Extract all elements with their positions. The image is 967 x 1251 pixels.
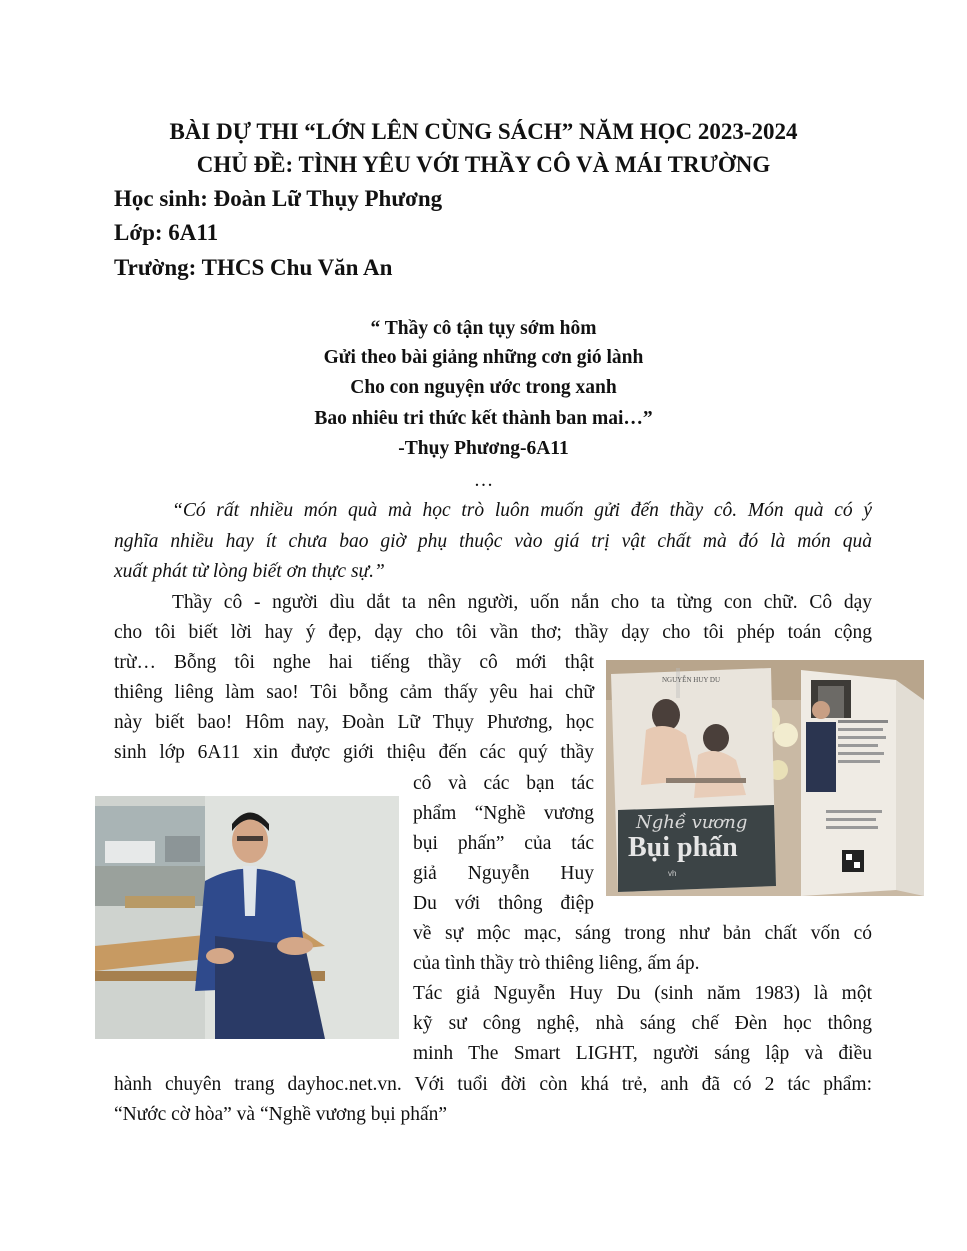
student-name: Học sinh: Đoàn Lữ Thụy Phương [114, 186, 443, 211]
book-title-script: Nghề vương [636, 812, 748, 833]
body-line: này biết bao! Hôm nay, Đoàn Lữ Thụy Phương, học [114, 712, 594, 733]
body-line: giả Nguyễn Huy [413, 863, 594, 884]
poem-ellipsis: … [473, 470, 494, 491]
poem-signature: -Thụy Phương-6A11 [398, 438, 569, 459]
book-photo-illustration [606, 660, 924, 896]
author-photo [95, 796, 399, 1039]
body-line: hành chuyên trang dayhoc.net.vn. Với tuổi đời còn khá trẻ, anh đã có 2 tác phẩm: [114, 1074, 872, 1095]
body-line: trừ… Bỗng tôi nghe hai tiếng thầy cô mới thật [114, 652, 594, 673]
poem-line: Cho con nguyện ước trong xanh [350, 377, 617, 398]
quote-line: nghĩa nhiều hay ít chưa bao giờ phụ thuộc vào giá trị vật chất mà đó là món quà [114, 531, 872, 552]
poem-line: “ Thầy cô tận tụy sớm hôm [370, 318, 597, 339]
body-line: kỹ sư công nghệ, nhà sáng chế Đèn học thông [413, 1013, 872, 1034]
body-line: cho tôi biết lời hay ý đẹp, dạy cho tôi vần thơ; thầy dạy cho tôi phép toán cộng [114, 622, 872, 643]
quote-line: “Có rất nhiều món quà mà học trò luôn muốn gửi đến thầy cô. Món quà có ý [172, 500, 872, 521]
body-line: thiêng liêng làm sao! Tôi bỗng cảm thấy yêu hai chữ [114, 682, 594, 703]
student-school: Trường: THCS Chu Văn An [114, 255, 393, 280]
document-title: BÀI DỰ THI “LỚN LÊN CÙNG SÁCH” NĂM HỌC 2023-2024 [169, 119, 798, 144]
body-line: cô và các bạn tác [413, 773, 594, 794]
book-author-label: NGUYỄN HUY DU [661, 676, 721, 684]
book-publisher: vh [668, 869, 677, 878]
document-theme: CHỦ ĐỀ: TÌNH YÊU VỚI THẦY CÔ VÀ MÁI TRƯỜNG [196, 152, 771, 177]
body-line: của tình thầy trò thiêng liêng, ấm áp. [413, 953, 700, 974]
body-line: sinh lớp 6A11 xin được giới thiệu đến các quý thầy [114, 742, 594, 763]
body-line: “Nước cờ hòa” và “Nghề vương bụi phấn” [114, 1104, 448, 1125]
book-title-bold: Bụi phấn [628, 832, 738, 863]
body-line: Tác giả Nguyễn Huy Du (sinh năm 1983) là một [413, 983, 872, 1004]
student-class: Lớp: 6A11 [114, 220, 219, 245]
poem-line: Gửi theo bài giảng những cơn gió lành [323, 347, 644, 368]
book-photo [606, 660, 924, 896]
body-line: phẩm “Nghề vương [413, 803, 594, 824]
body-line: Thầy cô - người dìu dắt ta nên người, uốn nắn cho ta từng con chữ. Cô dạy [172, 592, 872, 613]
body-line: minh The Smart LIGHT, người sáng lập và điều [413, 1043, 872, 1064]
body-line: bụi phấn” của tác [413, 833, 594, 854]
body-line: Du với thông điệp [413, 893, 594, 914]
author-photo-illustration [95, 796, 399, 1039]
poem-line: Bao nhiêu tri thức kết thành ban mai…” [314, 408, 653, 429]
body-line: về sự mộc mạc, sáng trong như bản chất vốn có [413, 923, 872, 944]
quote-line: xuất phát từ lòng biết ơn thực sự.” [114, 561, 385, 582]
